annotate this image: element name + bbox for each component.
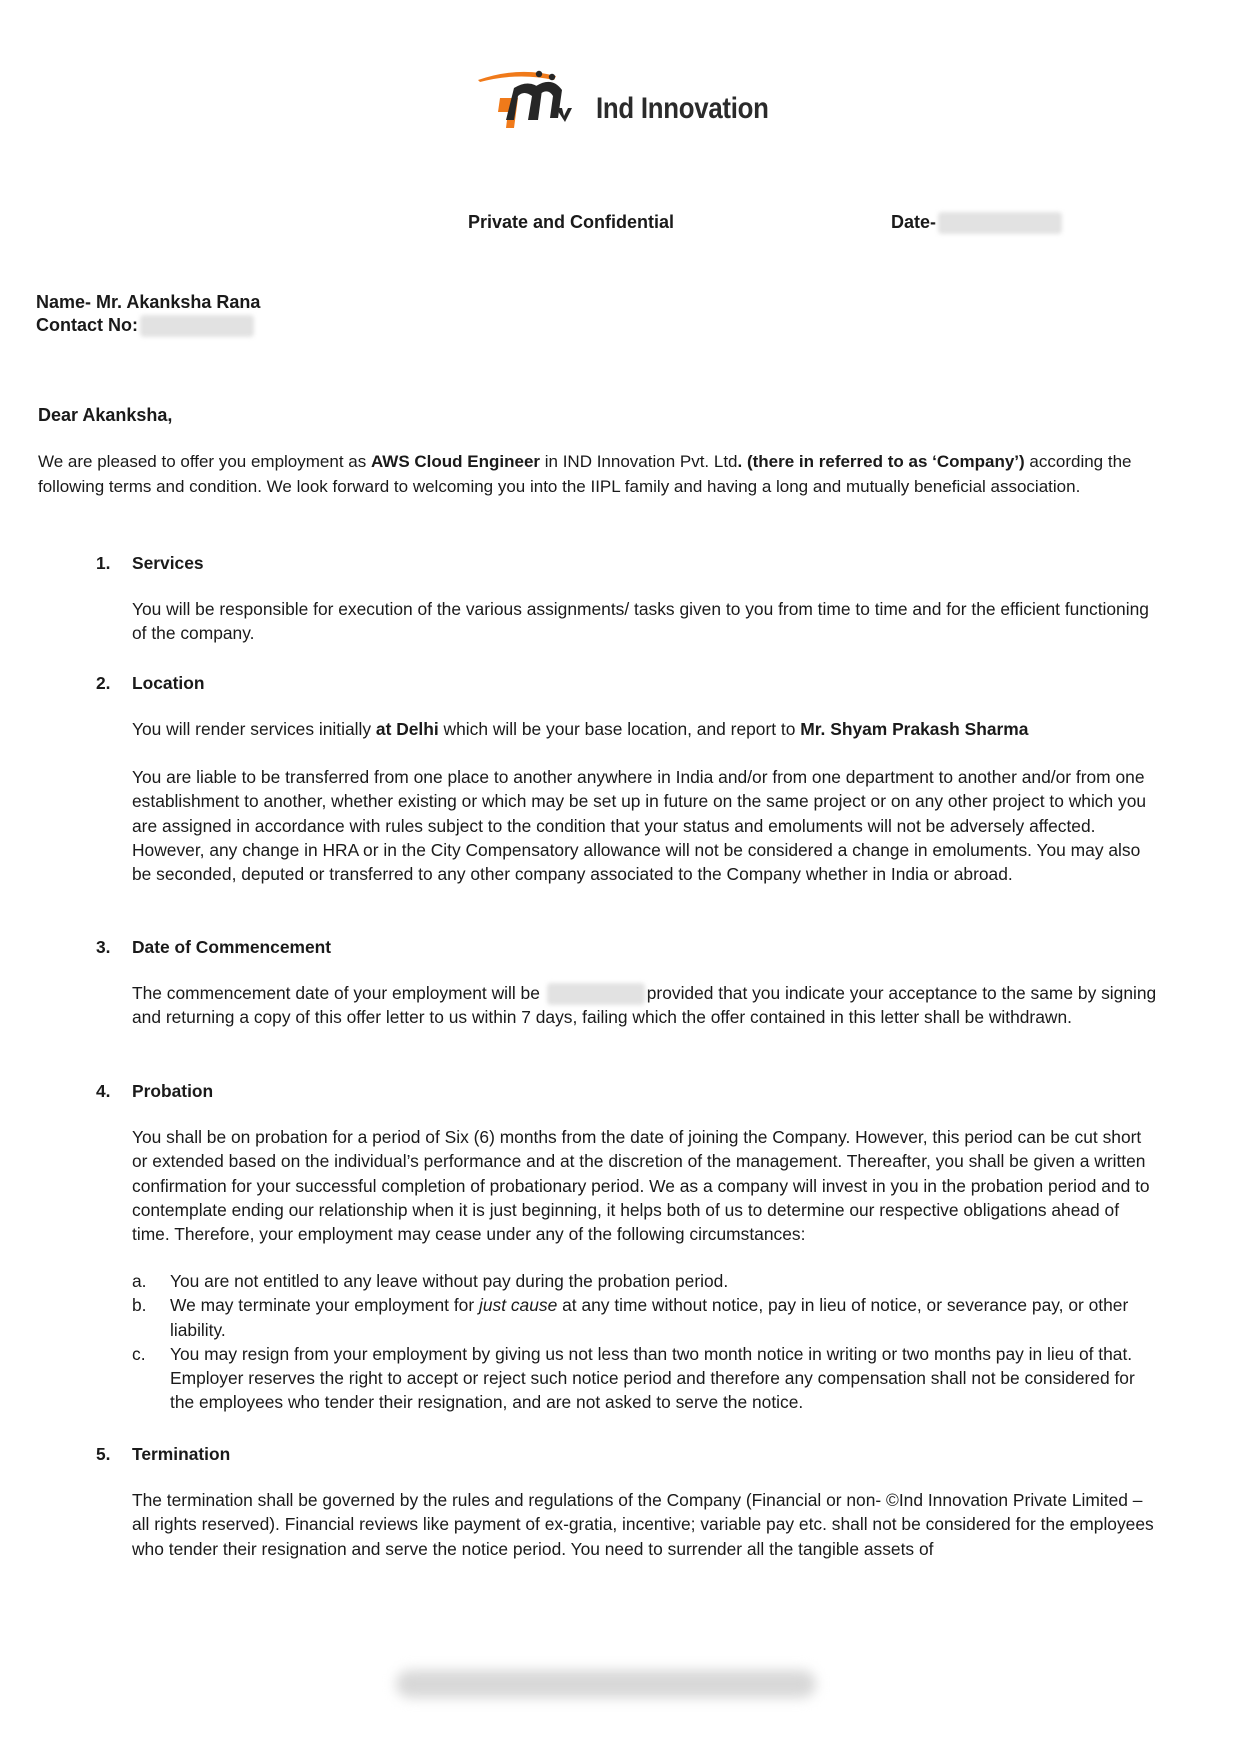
commencement-text: The commencement date of your employment will be	[132, 983, 545, 1003]
commencement-paragraph	[132, 981, 1158, 1030]
section-title: Date of Commencement	[132, 937, 332, 957]
section-number: 3.	[96, 937, 111, 957]
section-title: Termination	[132, 1444, 231, 1464]
salutation: Dear Akanksha,	[38, 405, 173, 425]
list-item	[132, 1269, 1162, 1293]
recipient-name: Name- Mr. Akanksha Rana	[36, 292, 261, 312]
section-number: 5.	[96, 1444, 111, 1464]
location-text-mid: which will be your base location, and report to	[438, 719, 801, 739]
company-logo-text: Ind Innovation	[596, 92, 769, 125]
location-text: You will render services initially	[132, 719, 376, 739]
list-item-emphasis: just cause	[478, 1295, 558, 1316]
intro-text-end: according the following terms and condition. We look forward to welcoming you into the IIPL family and having a long and mutually beneficial association.	[38, 452, 1132, 496]
section-number: 1.	[96, 553, 111, 573]
intro-company: in IND Innovation Pvt. Ltd	[540, 452, 738, 471]
list-marker: b.	[132, 1295, 147, 1316]
transfer-paragraph: You are liable to be transferred from one place to another anywhere in India and/or from one department to another and/or from one establishment to another, whether existing or which may be set up in future on the same project or on any other project to which you are assigned in accordance with rules subject to the condition that your status and emoluments will not be adversely affected. However, any change in HRA or in the City Compensatory allowance will not be considered a change in emoluments. You may also be seconded, deputed or transferred to any other company associated to the Company whether in India or abroad.	[132, 767, 1147, 885]
recipient-block	[36, 291, 260, 337]
list-item	[132, 1293, 1162, 1342]
section-title: Services	[132, 553, 204, 573]
list-item-text: You are not entitled to any leave without pay during the probation period.	[170, 1271, 729, 1291]
probation-list	[132, 1269, 1162, 1415]
location-paragraph	[132, 717, 1158, 741]
date-label: Date-	[891, 212, 937, 232]
section-number: 2.	[96, 673, 111, 693]
section-title: Probation	[132, 1081, 214, 1101]
intro-company-ref: . (there in referred to as ‘Company’)	[737, 452, 1025, 471]
base-location: at Delhi	[375, 719, 439, 739]
redacted-commencement-date	[547, 983, 645, 1005]
job-role: AWS Cloud Engineer	[370, 452, 541, 471]
redacted-date	[938, 212, 1062, 234]
section-number: 4.	[96, 1081, 111, 1101]
intro-text: We are pleased to offer you employment as	[38, 452, 371, 471]
list-marker: a.	[132, 1271, 147, 1291]
list-item	[132, 1342, 1162, 1415]
reporting-manager: Mr. Shyam Prakash Sharma	[800, 719, 1029, 739]
commencement-text-end: provided that you indicate your acceptance to the same by signing and returning a copy of this offer letter to us within 7 days, failing which the offer contained in this letter shall be withdrawn.	[132, 983, 1157, 1028]
list-marker: c.	[132, 1343, 146, 1364]
confidential-heading: Private and Confidential	[468, 212, 675, 232]
recipient-contact	[36, 314, 260, 337]
intro-paragraph	[38, 450, 1158, 499]
contact-label: Contact No:	[36, 315, 138, 335]
section-title: Location	[132, 673, 205, 693]
termination-paragraph: The termination shall be governed by the rules and regulations of the Company (Financial or non- ©Ind Innovation Private Limited – all rights reserved). Financial reviews like payment of ex-gratia, incentive; variable pay etc. shall not be considered for the employees who tender their resignation and serve the notice period. You need to surrender all the tangible assets of	[132, 1490, 1154, 1559]
list-item-text: We may terminate your employment for	[170, 1295, 479, 1316]
list-item-text: You may resign from your employment by giving us not less than two month notice in writing or two months pay in lieu of that. Employer reserves the right to accept or reject such notice period and therefore any compensation shall not be considered for the employees who tender their resignation, and are not asked to serve the notice.	[170, 1343, 1135, 1413]
list-item-text-end: at any time without notice, pay in lieu of notice, or severance pay, or other liability.	[170, 1295, 1129, 1340]
date-field	[891, 212, 1062, 234]
probation-paragraph: You shall be on probation for a period of Six (6) months from the date of joining the Company. However, this period can be cut short or extended based on the individual’s performance and at the discretion of the management. Thereafter, you shall be given a written confirmation for your successful completion of probationary period. We as a company will invest in you in the probation period and to contemplate ending our relationship when it is just beginning, it helps both of us to determine our respective obligations ahead of time. Therefore, your employment may cease under any of the following circumstances:	[132, 1127, 1150, 1245]
services-paragraph: You will be responsible for execution of the various assignments/ tasks given to you from time to time and for the efficient functioning of the company.	[132, 599, 1149, 644]
redacted-footer	[396, 1670, 816, 1698]
redacted-contact	[140, 315, 254, 337]
